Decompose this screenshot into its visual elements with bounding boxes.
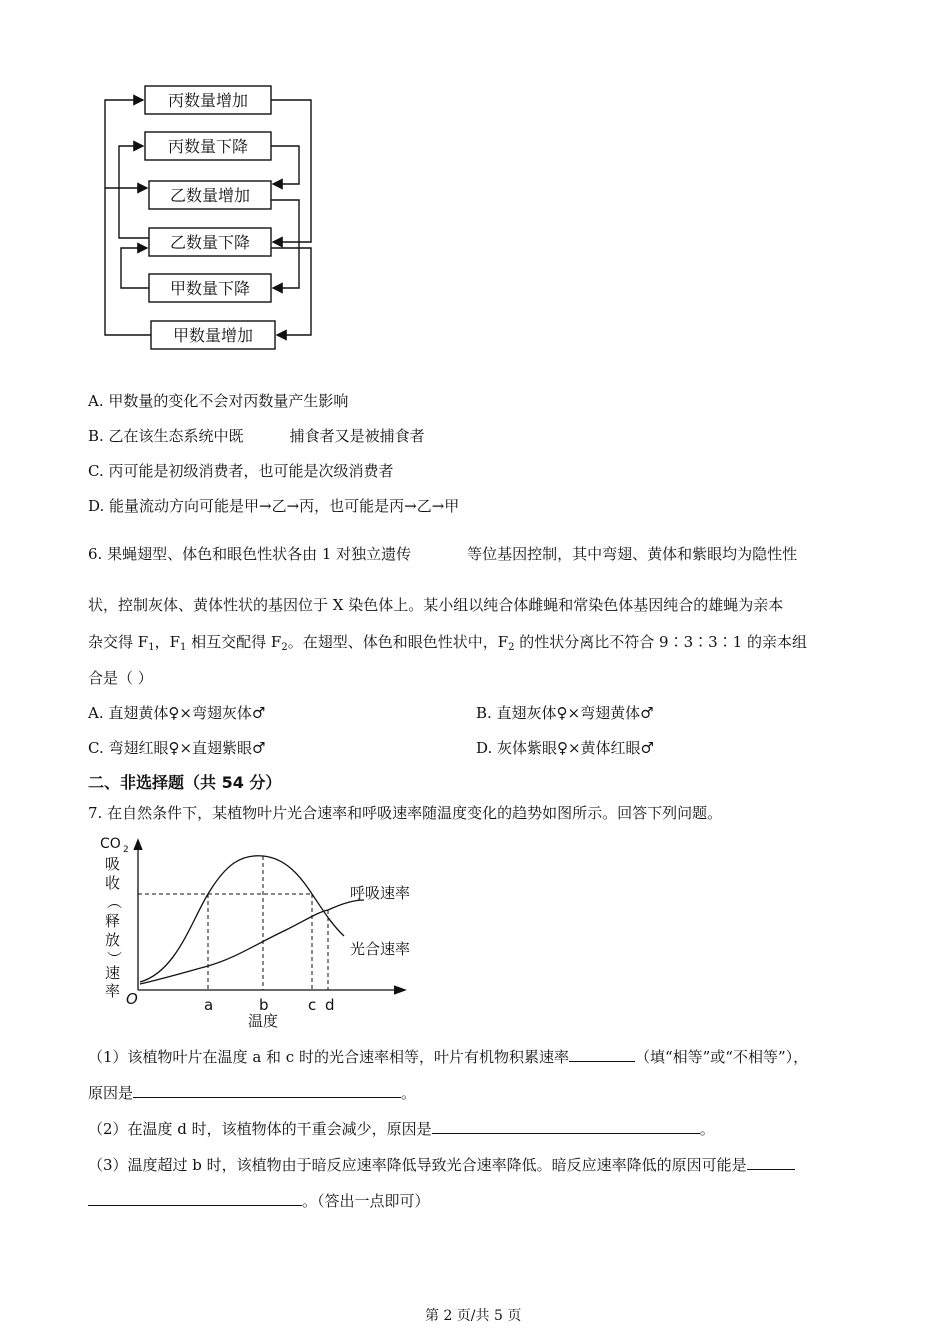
respiration-curve [140, 900, 364, 984]
q5-option-b-part1: B. 乙在该生态系统中既 [88, 427, 244, 445]
box-label: 乙数量下降 [169, 233, 251, 252]
box-label: 甲数量下降 [169, 279, 251, 298]
rate-temperature-chart [96, 832, 436, 1032]
q6-line-4: 合是（ ） [88, 669, 153, 687]
q5-option-b-part2: 捕食者又是被捕食者 [289, 427, 425, 445]
y-label-co: CO [100, 836, 121, 852]
q6-option-b: B. 直翅灰体♀×弯翅黄体♂ [476, 704, 654, 722]
q7-part-1-line2: 原因是 。 [88, 1084, 417, 1102]
q7-stem: 7. 在自然条件下，某植物叶片光合速率和呼吸速率随温度变化的趋势如图所示。回答下列问题。 [88, 804, 723, 822]
x-tick-b: b [259, 996, 269, 1014]
q6-line-1 [88, 544, 797, 564]
q6-line-3: 杂交得 $F_1$，$F_1$ 相互交配得 $F_2$。在翅型、体色和眼色性状中，$F_2$ 的性状分离比不符合 9∶3∶3∶1 的亲本组 [88, 633, 807, 653]
y-label-char: 释 [105, 912, 121, 930]
q5-option-c: C. 丙可能是初级消费者，也可能是次级消费者 [88, 462, 394, 480]
q6-line-1a: 6. 果蝇翅型、体色和眼色性状各由 1 对独立遗传 [88, 545, 412, 563]
q6-option-c: C. 弯翅红眼♀×直翅紫眼♂ [88, 739, 266, 757]
q5-option-d: D. 能量流动方向可能是甲→乙→丙，也可能是丙→乙→甲 [88, 497, 460, 515]
y-label-char: 率 [105, 982, 121, 1000]
photosynthesis-curve [140, 856, 344, 982]
q7-part-3-line1: （3）温度超过 b 时，该植物由于暗反应速率降低导致光合速率降低。暗反应速率降低的原因可能是 [88, 1155, 795, 1175]
q5-option-a: A. 甲数量的变化不会对丙数量产生影响 [88, 392, 349, 410]
page-footer: 第 2 页/共 5 页 [425, 1308, 522, 1324]
y-label-sub: 2 [123, 845, 129, 855]
q7-part-1-line1: （1）该植物叶片在温度 a 和 c 时的光合速率相等，叶片有机物积累速率 （填“相等”或“不相等”）， [88, 1048, 809, 1066]
q6-option-d: D. 灰体紫眼♀×黄体红眼♂ [476, 739, 655, 757]
x-tick-c: c [308, 996, 317, 1014]
box-label: 乙数量增加 [169, 186, 251, 205]
population-flow-diagram [95, 80, 325, 355]
q7-part-3-line2: 。（答出一点即可） [88, 1191, 430, 1211]
series-label-photosynthesis: 光合速率 [350, 940, 411, 958]
q7-blank-1[interactable] [569, 1047, 635, 1062]
q7-blank-2[interactable] [133, 1083, 401, 1098]
x-tick-d: d [325, 996, 335, 1014]
y-label-char: 速 [105, 964, 121, 982]
q6-option-a: A. 直翅黄体♀×弯翅灰体♂ [88, 704, 266, 722]
q6-line-1b: 等位基因控制，其中弯翅、黄体和紫眼均为隐性性 [467, 545, 798, 563]
y-label-char: ︶ [107, 950, 123, 968]
origin-label: O [126, 990, 138, 1008]
q5-option-b [88, 426, 425, 446]
y-label-char: 收 [105, 874, 121, 892]
y-label-char: 吸 [105, 855, 121, 873]
q7-part-2: （2）在温度 d 时，该植物体的干重会减少，原因是 。 [88, 1120, 715, 1138]
box-label: 丙数量增加 [167, 91, 249, 110]
y-axis-arrow [134, 840, 142, 850]
box-label: 丙数量下降 [167, 137, 249, 156]
box-label: 甲数量增加 [172, 326, 254, 345]
q6-line-2: 状，控制灰体、黄体性状的基因位于 X 染色体上。某小组以纯合体雌蝇和常染色体基因纯合的雄蝇为亲本 [88, 596, 784, 614]
x-tick-a: a [204, 996, 214, 1014]
x-axis-arrow [394, 986, 405, 994]
series-label-respiration: 呼吸速率 [350, 884, 411, 902]
q7-blank-3[interactable] [432, 1119, 700, 1134]
y-label-char: 放 [105, 931, 121, 949]
q7-blank-5[interactable] [88, 1191, 302, 1206]
q7-blank-4[interactable] [747, 1155, 795, 1170]
y-label-char: ︵ [107, 893, 123, 911]
section-2-title: 二、非选择题（共 54 分） [88, 773, 282, 792]
x-axis-label: 温度 [248, 1012, 279, 1030]
